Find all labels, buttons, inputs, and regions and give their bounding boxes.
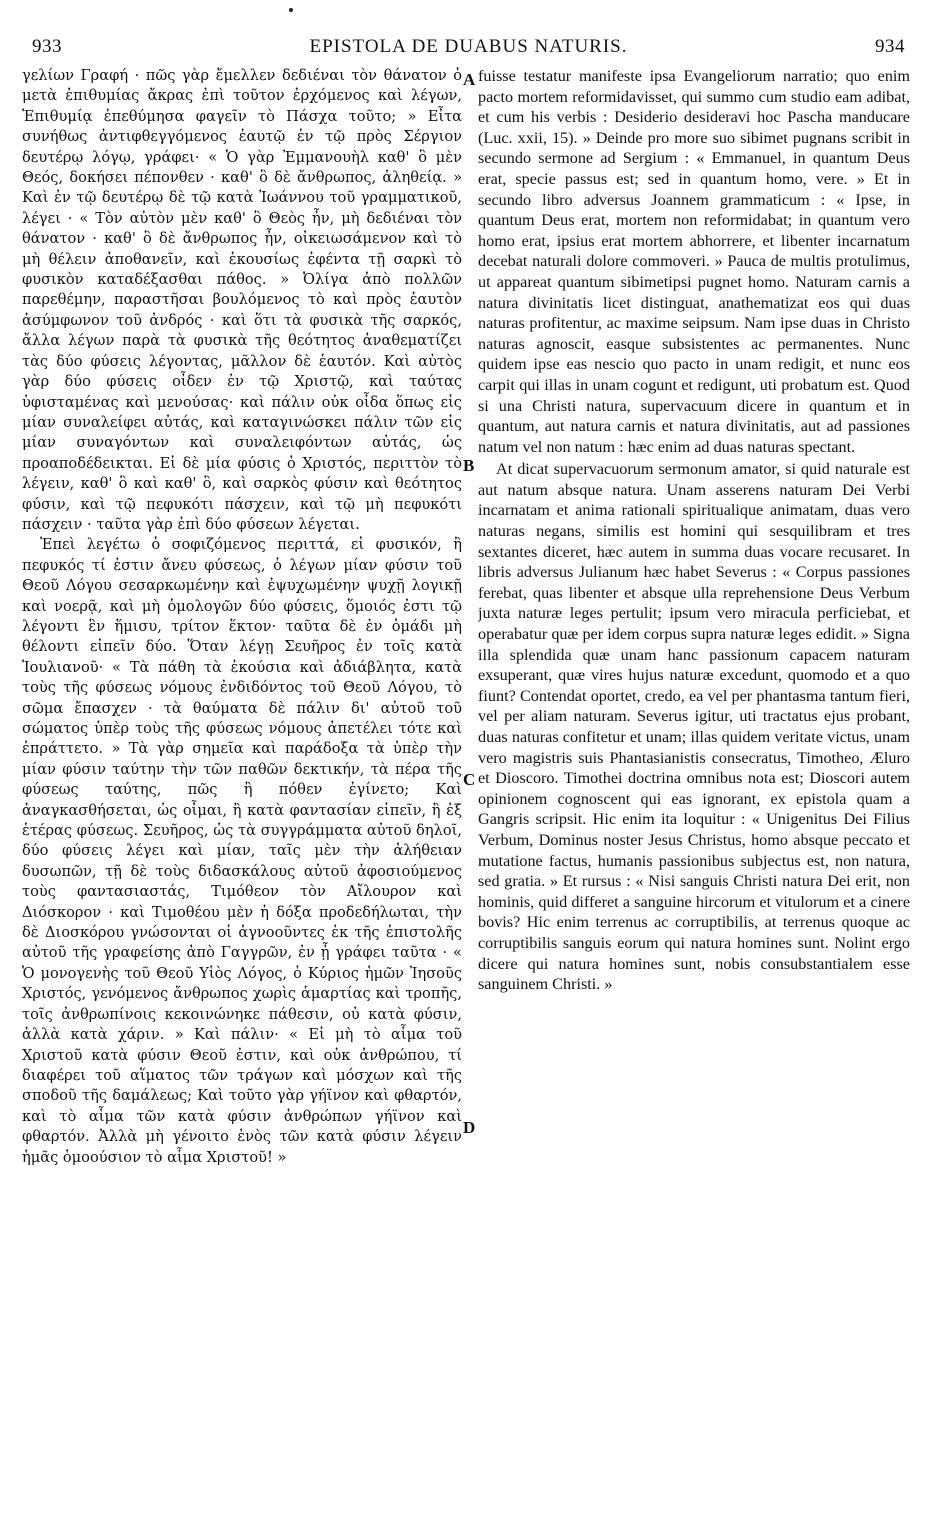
top-dot-mark — [289, 8, 293, 12]
greek-paragraph: Ἐπεὶ λεγέτω ὁ σοφιζόμενος περιττά, εἰ φυσικόν, ἢ πεφυκός τί ἐστιν ἄνευ φύσεως, ὁ λέγων μίαν φύσιν τοῦ Θεοῦ Λόγου σεσαρκωμένην καὶ ἐψυχωμένην ψυχῇ λογικῇ καὶ νοερᾷ, καὶ μὴ ὁμολογῶν δύο φύσεις, ὅμοιός ἐστι τῷ λέγοντι ἓν ἥμισυ, τρίτον ἕκτον· ταῦτα δὲ ἐν ὁμάδι μὴ θέλοντι εἰπεῖν δύο. Ὅταν λέγῃ Σευῆρος ἐν τοῖς κατὰ Ἰουλιανοῦ· « Τὰ πάθη τὰ ἑκούσια καὶ ἀδιάβλητα, κατὰ τοὺς τῆς φύσεως νόμους ἐνδιδόντος τοῦ Θεοῦ Λόγου, τὸ σῶμα ἔπασχεν · τὰ θαύματα δὲ πάλιν δι' αὐτοῦ τοῦ σώματος ὑπὲρ τοὺς τῆς φύσεως νόμους ἀπετέλει τότε καὶ ἐπράττετο. » Τὰ γὰρ σημεῖα καὶ παράδοξα τὰ ὑπὲρ τὴν μίαν φύσιν ταύτην τὴν τῶν παθῶν δεκτικήν, τὰ πέρα τῆς φύσεως ταύτης, πῶς ἢ πόθεν ἐγίνετο; Καὶ ἀναγκασθήσεται, ὡς οἶμαι, ἢ κατὰ φαντασίαν εἰπεῖν, ἢ ἐξ ἑτέρας φύσεως. Σευῆρος, ὡς τὰ συγγράμματα αὐτοῦ δηλοῖ, δύο φύσεις λέγει καὶ μίαν, ταῖς μὲν τὴν ἀλήθειαν δυσωπῶν, τῇ δὲ τοὺς διδασκάλους αὐτοῦ ἀφοσιούμενος τοὺς φαντασιαστάς, Τιμόθεον τὸν Αἴλουρον καὶ Διόσκορον · καὶ Τιμοθέου μὲν ἡ δόξα προδεδήλωται, τὴν δὲ Διοσκόρου γνώσονται οἱ ἀγνοοῦντες ἐκ τῆς ἐπιστολῆς αὐτοῦ τῆς γραφείσης ἀπὸ Γαγγρῶν, ἐν ᾗ γράφει ταῦτα · « Ὁ μονογενὴς τοῦ Θεοῦ Υἱὸς Λόγος, ὁ Κύριος ἡμῶν Ἰησοῦς Χριστός, γενόμενος ἄνθρωπος χωρὶς ἁμαρτίας καὶ τροπῆς, τοῖς ἀνθρωπίνοις κεκοινώνηκε πάθεσιν, οὐ κατὰ φύσιν, ἀλλὰ κατὰ χάριν. » Καὶ πάλιν· « Εἰ μὴ τὸ αἷμα τοῦ Χριστοῦ κατὰ φύσιν Θεοῦ ἐστιν, καὶ οὐκ ἀνθρώπου, τί διαφέρει τοῦ αἵματος τῶν τράγων καὶ μόσχων καὶ τῆς σποδοῦ τῆς δαμάλεως; Καὶ τοῦτο γὰρ γήϊνον καὶ φθαρτόν, καὶ τὸ αἷμα τῶν κατὰ φύσιν ἀνθρώπων γήϊνον καὶ φθαρτόν. Ἀλλὰ μὴ γένοιτο ἑνὸς τῶν κατὰ φύσιν λέγειν ἡμᾶς ὁμοούσιον τὸ αἷμα Χριστοῦ! » — [22, 536, 462, 1166]
latin-column — [478, 66, 910, 1512]
running-title: EPISTOLA DE DUABUS NATURIS. — [309, 36, 628, 57]
latin-paragraph: fuisse testatur manifeste ipsa Evangeliorum narratio; quo enim pacto mortem reformidavisset, qui summo cum studio eam adibat, et cum his verbis : Desiderio desideravi hoc Pascha manducare (Luc. xxii, 15). » Deinde pro more suo sibimet pugnans scribit in secundo sermone ad Sergium : « Emmanuel, in quantum Deus erat, specie passus est; sed in quantum homo, vere. » Et in secundo libro adversus Joannem grammaticum : « Ipse, in quantum Deus erat, mortem non reformidabat; in quantum vero homo erat, ipsius erat mortem abhorrere, et libenter incarnatum decebat naturali dolore commoveri. » Pauca de multis protulimus, ut appareat quantum sibimetipsi pugnet homo. Naturam carnis a natura divinitatis licet distinguat, anathematizat eos qui duas naturas profitentur, ac maxime seipsum. Nam ipse duas in Christo naturas agnoscit, easque subsistentes ac permanentes. Nunc quidem ipse eas nescio quo pacto in unam redigit, et nunc eos carpit qui illas in unam cogunt et redigunt, uti probatum est. Quod si una Christi natura, supervacuum dicere in quantum et in quantum, aut natura carnis et natura divinitatis, aut ad passiones natum vel non natum : hæc enim ad duas naturas spectant. — [478, 67, 910, 456]
margin-marker-a: A — [463, 70, 476, 89]
margin-marker-c: C — [463, 770, 476, 789]
latin-paragraph: At dicat supervacuorum sermonum amator, si quid naturale est aut natum absque natura. Unam asserens naturam Dei Verbi incarnatam et anima rationali spiritualique animatam, duas vero naturas negans, similis est homini qui sesquilibram et tres sextantes diceret, hæc autem in summa duas vocare recusaret. In libris adversus Julianum hæc habet Severus : « Corpus passiones ferebat, quas libenter et absque ulla reprehensione Deus Verbum juxta naturæ leges pertulit; ipsum vero miracula perficiebat, et operabatur quæ per idem corpus supra naturæ leges edidit. » Signa illa splendida quæ unam hanc passionum capacem naturam exsuperant, quæ vires hujus naturæ excedunt, quomodo et a quo fiunt? Contendat oportet, credo, ea vel per phantasma tantum fieri, vel per aliam naturam. Severus igitur, uti tractatus ejus probant, duas naturas confitetur et unam; illas quidem veritate victus, unam vero magistris suis Phantasianistis consecratus, Timotheo, Æluro et Dioscoro. Timothei doctrina omnibus nota est; Dioscori autem opinionem cognoscent qui eas ignorant, ex epistola quam a Gangris scripsit. Hic enim ita loquitur : « Unigenitus Dei Filius Verbum, Dominus noster Jesus Christus, homo absque peccato et mutatione factus, humanis passionibus subjectus est, non natura, sed gratia. » Et rursus : « Nisi sanguis Christi natura Dei erit, non hominis, quid differet a sanguine hircorum et vitulorum et a cinere bovis? Hic enim terrenus ac corruptibilis, at terrenus quoque ac corruptibilis sanguis eorum qui natura homines sunt. Nolint ergo dicere qui natura homines sunt, nobis consubstantialem esse sanguinem Christi. » — [478, 460, 910, 994]
greek-paragraph: γελίων Γραφή · πῶς γὰρ ἔμελλεν δεδιέναι τὸν θάνατον ὁ μετὰ ἐπιθυμίας ἄκρας ἐπὶ τοῦτον ἐρχόμενος καὶ λέγων, Ἐπιθυμίᾳ ἐπεθύμησα φαγεῖν τὸ Πάσχα τοῦτο; » Εἶτα συνήθως ἀντιφθεγγόμενος ἑαυτῷ ἐν τῷ πρὸς Σέργιον δευτέρῳ λόγῳ, γράφει· « Ὁ γὰρ Ἐμμανουὴλ καθ' ὃ μὲν Θεός, δοκήσει πέπονθεν · καθ' ὃ δὲ ἄνθρωπος, ἀληθείᾳ. » Καὶ ἐν τῷ δευτέρῳ δὲ τῷ κατὰ Ἰωάννου τοῦ γραμματικοῦ, λέγει · « Τὸν αὐτὸν μὲν καθ' ὃ Θεὸς ἦν, μὴ δεδιέναι τὸν θάνατον · καθ' ὃ δὲ ἄνθρωπος ἦν, οἰκειωσάμενον καὶ τὸ μὴ θέλειν ἀποθανεῖν, καὶ ἑκουσίως ἐφέντα τῇ σαρκὶ τὸ φυσικὸν καταδέξασθαι πάθος. » Ὀλίγα ἀπὸ πολλῶν παρεθέμην, παραστῆσαι βουλόμενος τὸ καὶ πρὸς ἑαυτὸν ἀσύμφωνον τοῦ ἀνδρός · καὶ ὅτι τὰ φυσικὰ τῆς σαρκός, ἄλλα λέγων παρὰ τὰ φυσικὰ τῆς θεότητος ἀναθεματίζει τὰς δύο φύσεις λέγοντας, μᾶλλον δὲ ἑαυτόν. Καὶ αὐτὸς γὰρ δύο φύσεις οἶδεν ἐν τῷ Χριστῷ, καὶ ταύτας ὑφισταμένας καὶ μενούσας· καὶ πάλιν οὐκ οἶδα ὅπως εἰς μίαν συναλείφει αὐτάς, καὶ καταγινώσκει πάλιν τῶν εἰς μίαν συναγόντων καὶ συναλειφόντων αὐτάς, ὡς προαποδέδεικται. Εἰ δὲ μία φύσις ὁ Χριστός, περιττὸν τὸ λέγειν, καθ' ὃ καὶ καθ' ὃ, καὶ σαρκὸς φύσιν καὶ θεότητος φύσιν, καὶ τῷ πεφυκότι πάσχειν, καὶ τῷ μὴ πεφυκότι πάσχειν · ταῦτα γὰρ ἐπὶ δύο φύσεων λέγεται. — [22, 67, 462, 533]
running-header — [32, 36, 905, 60]
margin-marker-b: B — [463, 456, 475, 475]
left-page-number: 933 — [32, 36, 62, 57]
margin-marker-d: D — [463, 1118, 476, 1137]
right-page-number: 934 — [875, 36, 905, 57]
greek-column — [22, 66, 462, 1512]
